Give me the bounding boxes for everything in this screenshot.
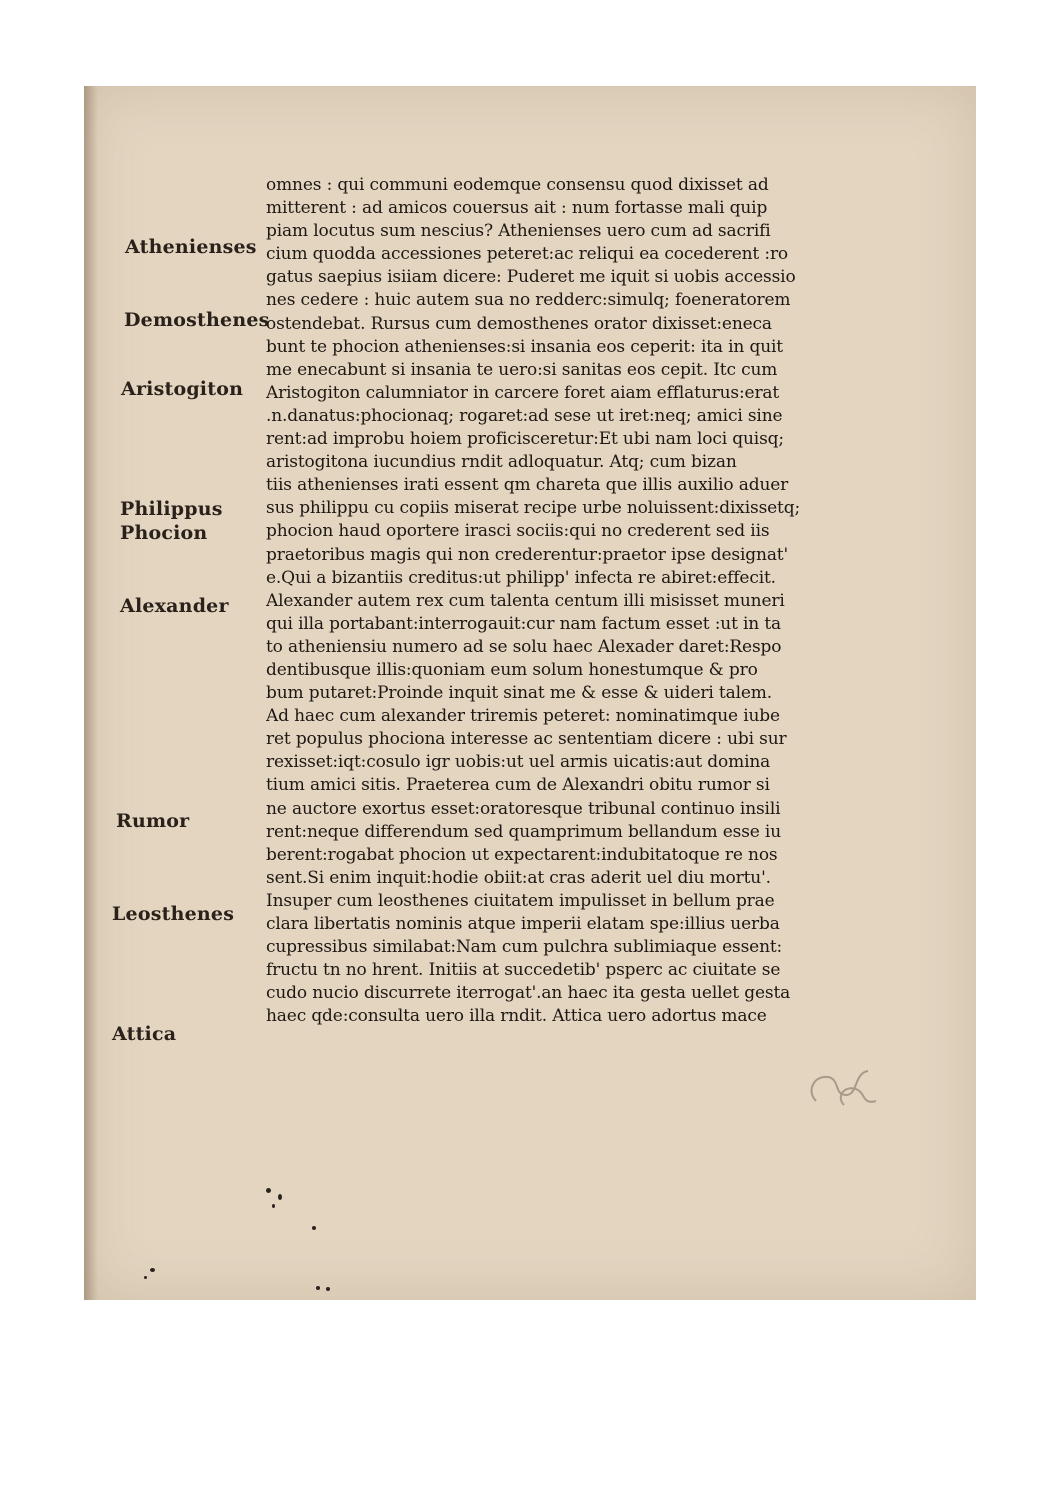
text-line: qui illa portabant:interrogauit:cur nam factum esset :ut in ta	[266, 613, 782, 634]
ink-speck	[316, 1286, 320, 1290]
margin-note-athenienses: Athenienses	[125, 236, 257, 258]
text-line: Alexander autem rex cum talenta centum illi misisset muneri	[266, 590, 785, 611]
text-line: mitterent : ad amicos couersus ait : num fortasse mali quip	[266, 198, 768, 219]
text-line: to atheniensiu numero ad se solu haec Alexader daret:Respo	[266, 636, 782, 657]
text-line: berent:rogabat phocion ut expectarent:indubitatoque re nos	[266, 844, 778, 865]
margin-note-phocion: Phocion	[120, 522, 208, 544]
text-line: bum putaret:Proinde inquit sinat me & esse & uideri talem.	[266, 683, 773, 704]
text-line: rent:ad improbu hoiem proficisceretur:Et ubi nam loci quisq;	[266, 429, 784, 450]
text-line: me enecabunt si insania te uero:si sanitas eos cepit. Itc cum	[266, 359, 778, 380]
margin-note-rumor: Rumor	[116, 810, 190, 832]
text-line: tium amici sitis. Praeterea cum de Alexandri obitu rumor si	[266, 775, 770, 796]
text-line: rent:neque differendum sed quamprimum bellandum esse iu	[266, 821, 782, 842]
text-line: nes cedere : huic autem sua no redderc:simulq; foeneratorem	[266, 290, 791, 311]
text-line: praetoribus magis qui non crederentur:praetor ipse designat'	[266, 544, 789, 565]
text-line: rexisset:iqt:cosulo igr uobis:ut uel armis uicatis:aut domina	[266, 752, 771, 773]
text-line: cudo nucio discurrete iterrogat'.an haec ita gesta uellet gesta	[266, 983, 791, 1004]
ink-speck	[144, 1276, 147, 1279]
library-stamp-icon	[804, 1061, 882, 1111]
ink-speck	[272, 1204, 275, 1208]
text-line: ret populus phociona interesse ac sententiam dicere : ubi sur	[266, 729, 787, 750]
text-line: sus philippu cu copiis miserat recipe urbe noluissent:dixissetq;	[266, 498, 801, 519]
text-line: tiis athenienses irati essent qm chareta que illis auxilio aduer	[266, 475, 789, 496]
margin-notes	[84, 86, 270, 1300]
text-line: Insuper cum leosthenes ciuitatem impulisset in bellum prae	[266, 890, 775, 911]
text-line: ostendebat. Rursus cum demosthenes orator dixisset:eneca	[266, 313, 772, 334]
ink-speck	[312, 1226, 316, 1230]
text-line: aristogitona iucundius rndit adloquatur. Atq; cum bizan	[266, 452, 737, 473]
text-line: cium quodda accessiones peteret:ac reliqui ea cocederent :ro	[266, 244, 789, 265]
text-line: phocion haud oportere irasci sociis:qui no crederent sed iis	[266, 521, 770, 542]
margin-note-philippus: Philippus	[120, 498, 223, 520]
margin-note-demosthenes: Demosthenes	[124, 309, 270, 331]
text-line: clara libertatis nominis atque imperii elatam spe:illius uerba	[266, 914, 780, 934]
text-line: ne auctore exortus esset:oratoresque tribunal continuo insili	[266, 798, 781, 819]
text-line: haec qde:consulta uero illa rndit. Attica uero adortus mace	[266, 1006, 767, 1027]
text-line: sent.Si enim inquit:hodie obiit:at cras aderit uel diu mortu'.	[266, 867, 771, 888]
text-line: gatus saepius isiiam dicere: Puderet me iquit si uobis accessio	[266, 267, 796, 288]
margin-note-aristogiton: Aristogiton	[121, 378, 244, 400]
margin-note-attica: Attica	[112, 1023, 177, 1045]
ink-speck	[150, 1268, 155, 1272]
text-line: cupressibus similabat:Nam cum pulchra sublimiaque essent:	[266, 937, 783, 958]
ink-speck	[326, 1287, 330, 1291]
text-line: e.Qui a bizantiis creditus:ut philipp' infecta re abiret:effecit.	[266, 567, 776, 588]
scanned-page	[84, 86, 976, 1300]
text-line: Ad haec cum alexander triremis peteret: nominatimque iube	[266, 706, 780, 727]
body-text	[266, 174, 902, 1028]
ink-speck	[278, 1194, 282, 1200]
ink-speck	[266, 1188, 271, 1193]
text-line: piam locutus sum nescius? Athenienses uero cum ad sacrifi	[266, 221, 771, 242]
text-line: fructu tn no hrent. Initiis at succedetib' psperc ac ciuitate se	[266, 960, 781, 981]
margin-note-leosthenes: Leosthenes	[112, 903, 235, 925]
margin-note-alexander: Alexander	[120, 595, 229, 617]
text-line: dentibusque illis:quoniam eum solum honestumque & pro	[266, 659, 758, 680]
text-line: Aristogiton calumniator in carcere foret aiam efflaturus:erat	[266, 382, 780, 403]
text-line: omnes : qui communi eodemque consensu quod dixisset ad	[266, 175, 769, 195]
text-line: .n.danatus:phocionaq; rogaret:ad sese ut iret:neq; amici sine	[266, 405, 783, 426]
text-line: bunt te phocion athenienses:si insania eos ceperit: ita in quit	[266, 336, 783, 357]
